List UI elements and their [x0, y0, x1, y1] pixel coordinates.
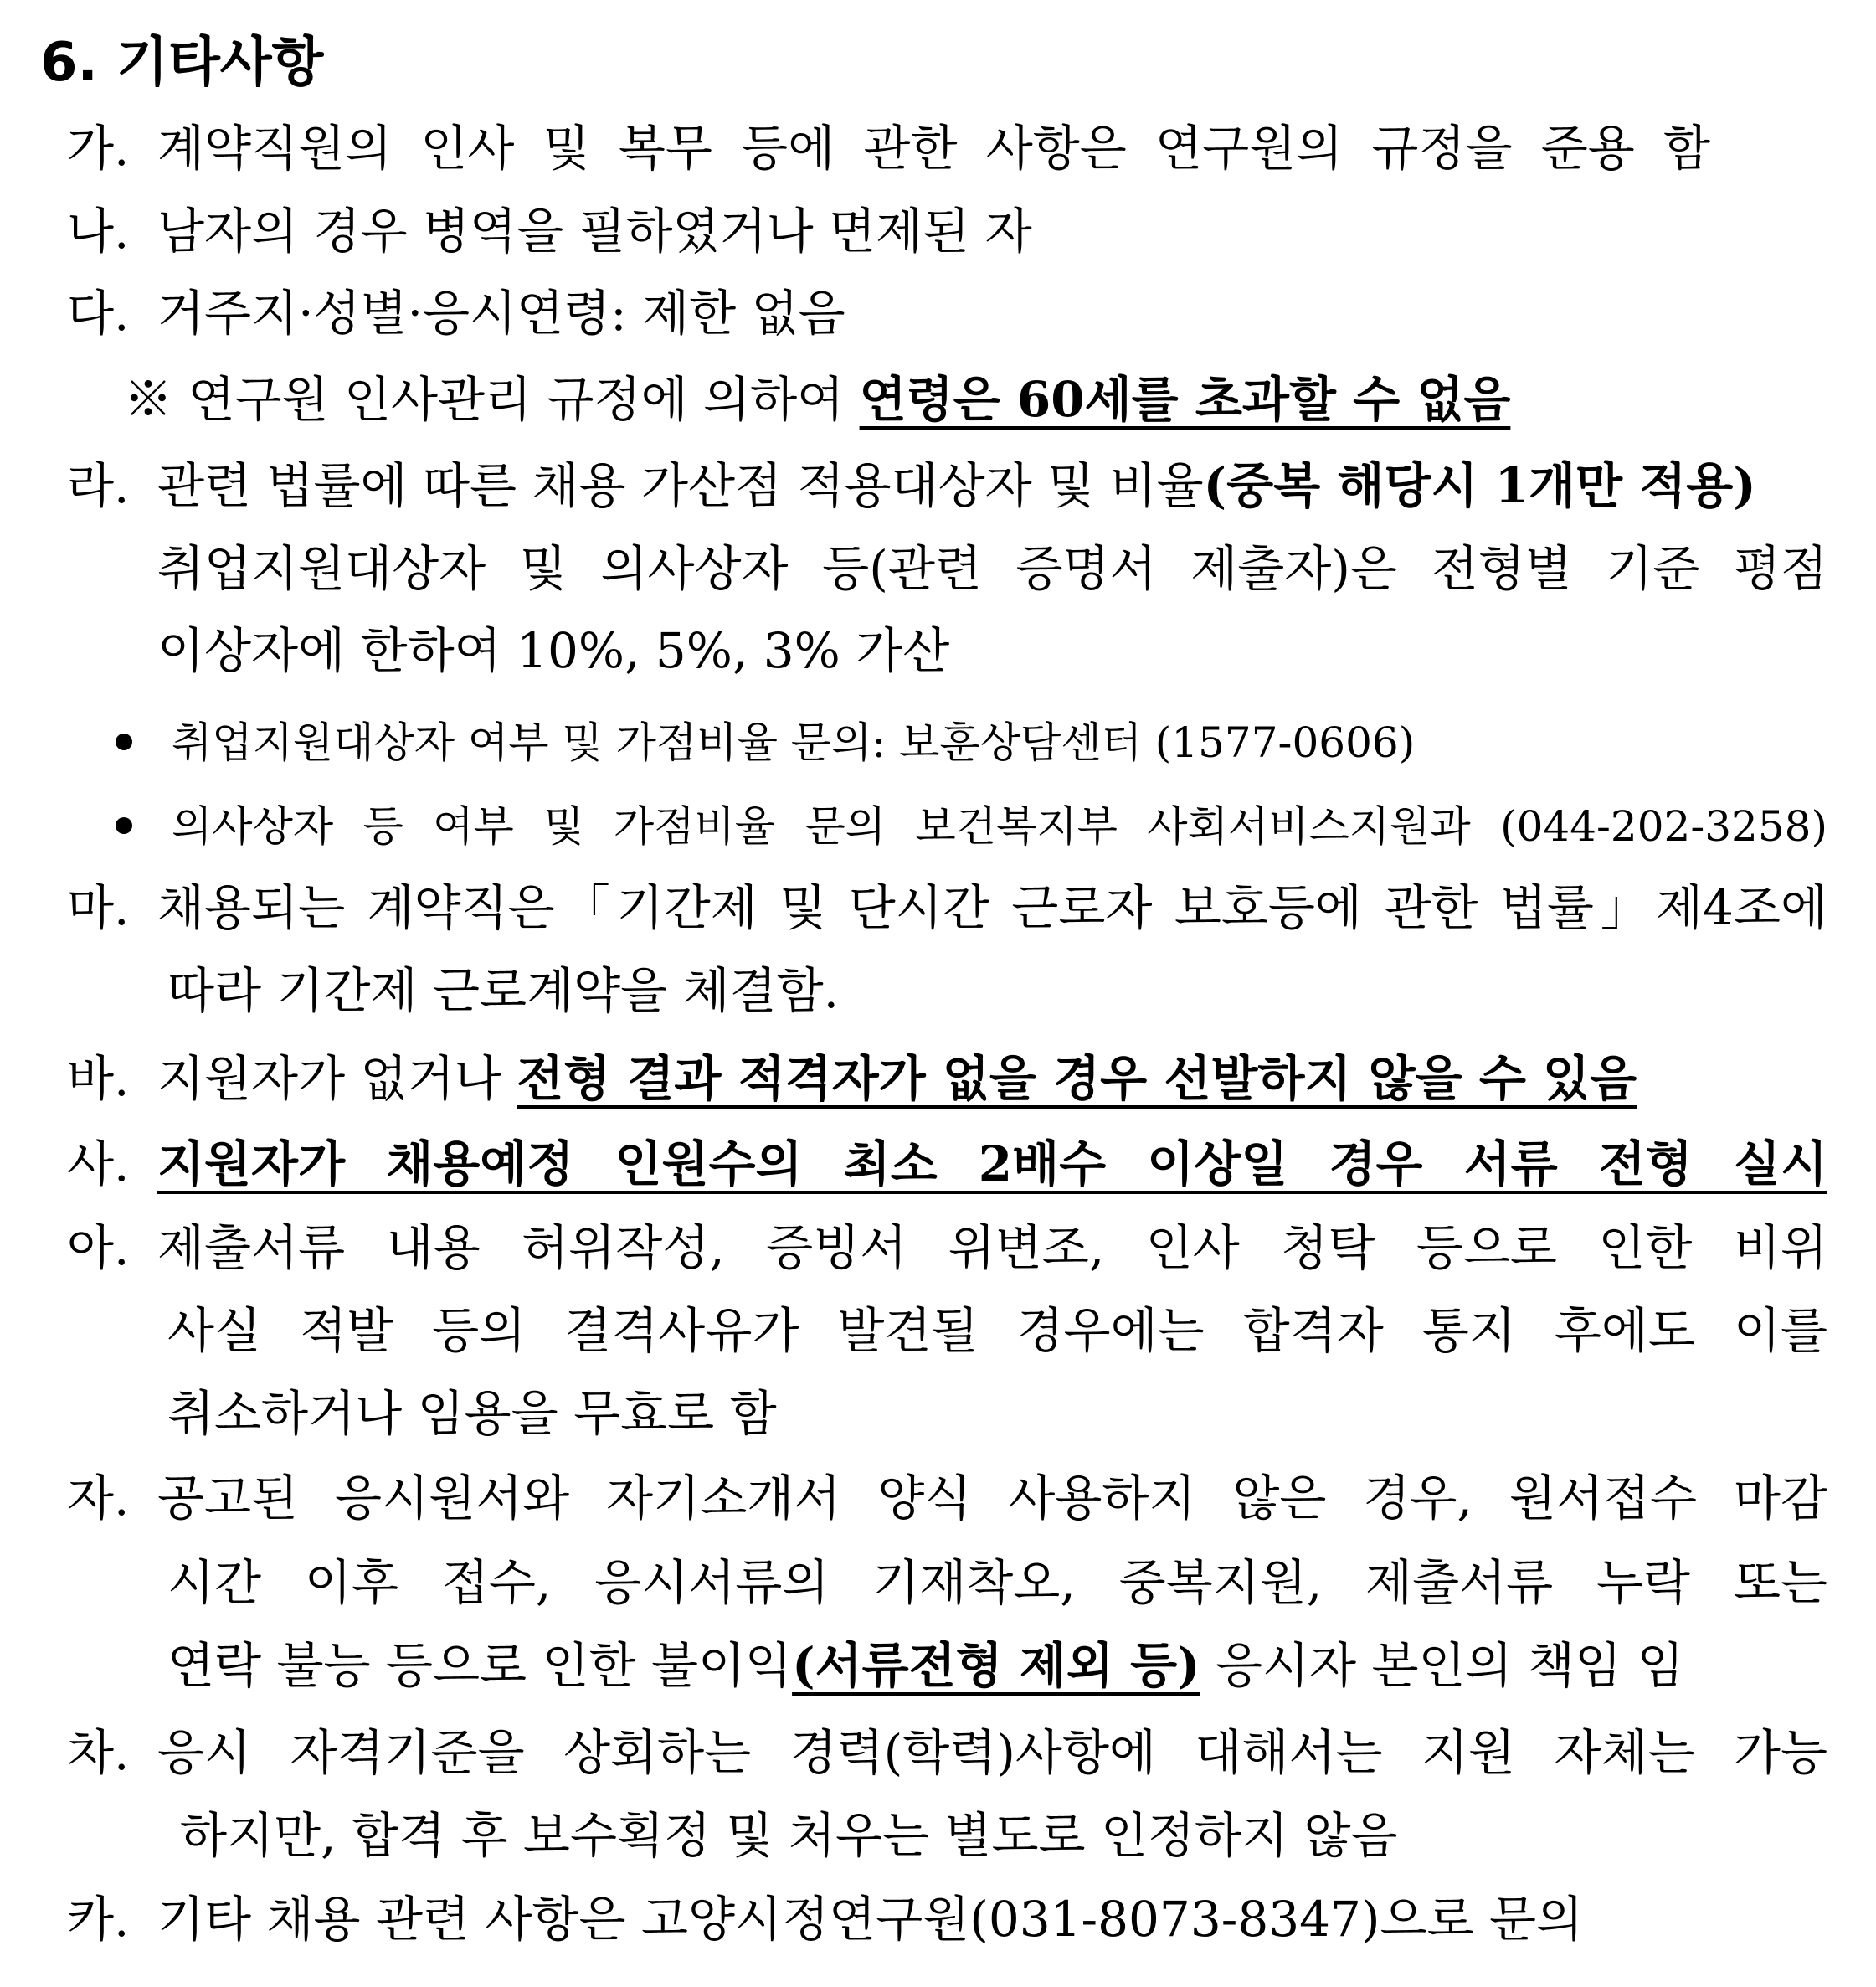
item-ra-line-3: 이상자에 한하여 10%, 5%, 3% 가산 — [157, 622, 950, 679]
item-ba-emphasis: 전형 결과 적격자가 없을 경우 선발하지 않을 수 있음 — [517, 1050, 1637, 1107]
item-ja-line-2: 시간 이후 접수, 응시서류의 기재착오, 중복지원, 제출서류 누락 또는 — [167, 1554, 1827, 1611]
item-a-line-3: 취소하거나 임용을 무효로 함 — [167, 1385, 777, 1442]
note-text: 연구원 인사관리 규정에 의하여 — [188, 371, 860, 428]
item-ba-line-1 — [157, 1042, 1637, 1115]
item-marker-na: 나. — [67, 203, 130, 260]
item-ja-emphasis: (서류전형 제외 등) — [792, 1637, 1200, 1694]
item-ka-line-1: 기타 채용 관련 사항은 고양시정연구원(031-8073-8347)으로 문의 — [157, 1891, 1584, 1948]
item-ra-line-1-text: 관련 법률에 따른 채용 가산점 적용대상자 및 비율 — [157, 457, 1204, 514]
item-marker-a: 아. — [67, 1219, 130, 1276]
item-cha-line-2: 하지만, 합격 후 보수획정 및 처우는 별도로 인정하지 않음 — [180, 1807, 1398, 1864]
item-marker-ka: 카. — [67, 1891, 130, 1948]
item-ja-line-1: 공고된 응시원서와 자기소개서 양식 사용하지 않은 경우, 원서접수 마감 — [157, 1470, 1827, 1526]
bullet-dot — [116, 817, 132, 834]
section-heading: 6. 기타사항 — [40, 32, 324, 94]
item-ra-bullet-1: 취업지원대상자 여부 및 가점비율 문의: 보훈상담센터 (1577-0606) — [172, 718, 1416, 767]
item-marker-cha: 차. — [67, 1724, 130, 1781]
item-marker-ra: 라. — [67, 457, 130, 514]
item-ja-line-3 — [167, 1629, 1684, 1702]
note-mark: ※ — [124, 371, 173, 428]
item-sa-emphasis: 지원자가 채용예정 인원수의 최소 2배수 이상일 경우 서류 전형 실시 — [157, 1135, 1827, 1192]
item-cha-line-1: 응시 자격기준을 상회하는 경력(학력)사항에 대해서는 지원 자체는 가능 — [157, 1724, 1827, 1781]
item-ma-line-1: 채용되는 계약직은「기간제 및 단시간 근로자 보호등에 관한 법률」제4조에 — [157, 879, 1827, 936]
item-ra-line-1-bold: (중복 해당시 1개만 적용) — [1203, 457, 1756, 514]
bullet-dot — [116, 734, 132, 750]
age-limit-note — [124, 363, 1510, 436]
item-marker-ja: 자. — [67, 1470, 130, 1526]
item-marker-da: 다. — [67, 285, 130, 342]
item-ja-line-3-text: 연락 불능 등으로 인한 불이익 — [167, 1637, 793, 1694]
item-na-line-1: 남자의 경우 병역을 필하였거나 면제된 자 — [157, 203, 1032, 260]
item-marker-ga: 가. — [67, 120, 130, 177]
item-marker-sa: 사. — [67, 1135, 130, 1192]
item-ja-line-3-tail: 응시자 본인의 책임 임 — [1200, 1637, 1684, 1694]
item-ra-line-2: 취업지원대상자 및 의사상자 등(관련 증명서 제출자)은 전형별 기준 평점 — [157, 540, 1827, 597]
note-emphasis: 연령은 60세를 초과할 수 없음 — [859, 371, 1511, 428]
item-a-line-1: 제출서류 내용 허위작성, 증빙서 위변조, 인사 청탁 등으로 인한 비위 — [157, 1219, 1827, 1276]
item-da-line-1: 거주지·성별·응시연령: 제한 없음 — [157, 285, 845, 342]
item-marker-ma: 마. — [67, 879, 130, 936]
item-ga-line-1: 계약직원의 인사 및 복무 등에 관한 사항은 연구원의 규정을 준용 함 — [157, 120, 1710, 177]
item-marker-ba: 바. — [67, 1050, 130, 1107]
item-a-line-2: 사실 적발 등의 결격사유가 발견될 경우에는 합격자 통지 후에도 이를 — [167, 1302, 1827, 1359]
item-ra-line-1 — [157, 449, 1756, 522]
item-ma-line-2: 따라 기간제 근로계약을 체결함. — [167, 962, 840, 1019]
item-ra-bullet-2: 의사상자 등 여부 및 가점비율 문의 보건복지부 사회서비스지원과 (044-202-3258) — [172, 802, 1827, 851]
item-ba-text: 지원자가 없거나 — [157, 1050, 517, 1107]
